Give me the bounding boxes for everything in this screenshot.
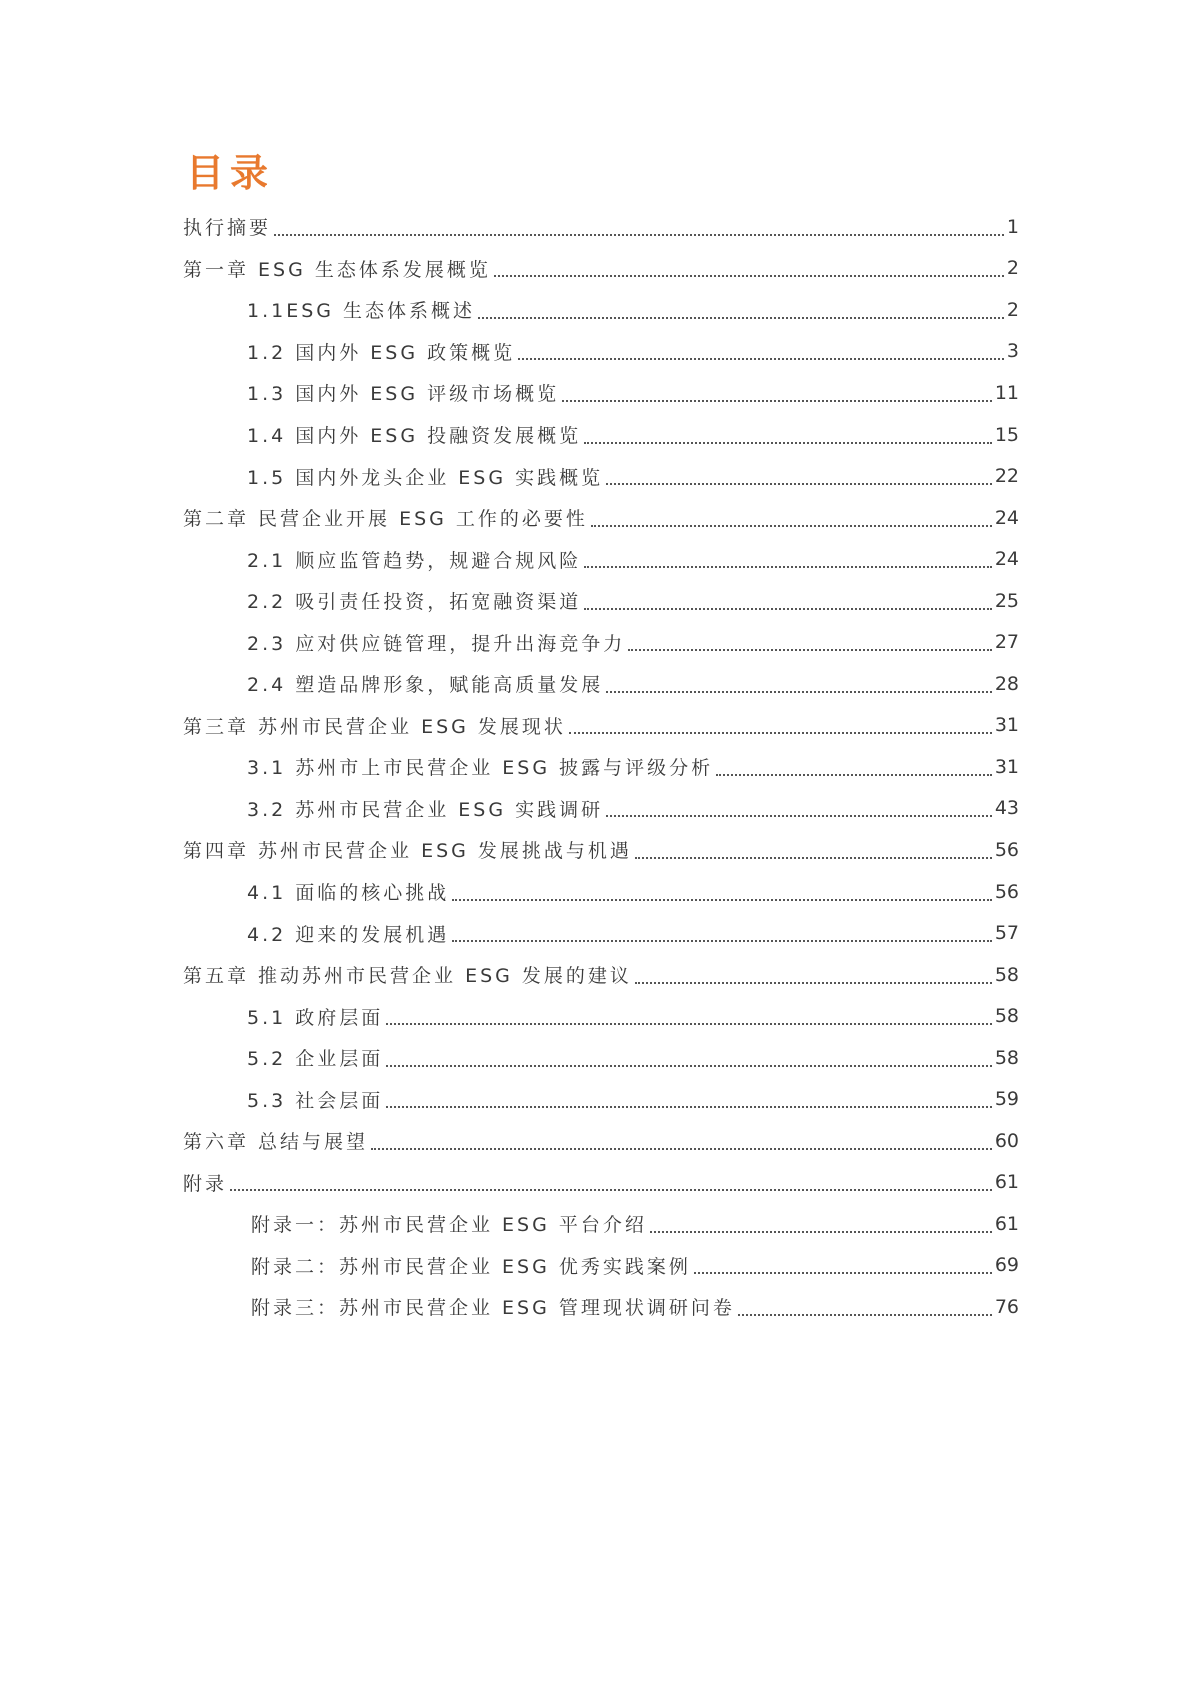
- toc-entry-label: 第一章 ESG 生态体系发展概览: [183, 258, 491, 281]
- toc-entry-label: 3.1 苏州市上市民营企业 ESG 披露与评级分析: [247, 757, 714, 780]
- toc-entry-page: 57: [994, 922, 1019, 945]
- toc-entry-page: 15: [994, 423, 1019, 446]
- toc-entry-label: 第六章 总结与展望: [183, 1131, 369, 1154]
- toc-entry-page: 56: [994, 838, 1019, 861]
- toc-entry-page: 76: [994, 1295, 1019, 1318]
- toc-entry-page: 25: [994, 589, 1019, 612]
- dot-leader: [635, 857, 992, 859]
- toc-entry-label: 1.5 国内外龙头企业 ESG 实践概览: [247, 466, 604, 489]
- toc-entry-label: 2.2 吸引责任投资，拓宽融资渠道: [247, 591, 582, 614]
- toc-entry[interactable]: [183, 1162, 1019, 1204]
- toc-entry-page: 58: [994, 1046, 1019, 1069]
- toc-entry-label: 1.1ESG 生态体系概述: [247, 300, 476, 323]
- toc-entry[interactable]: [183, 912, 1019, 954]
- toc-entry-label: 第三章 苏州市民营企业 ESG 发展现状: [183, 715, 566, 738]
- toc-entry-page: 11: [994, 381, 1019, 404]
- dot-leader: [650, 1231, 992, 1233]
- toc-entry-label: 执行摘要: [183, 217, 272, 240]
- toc-entry-label: 2.1 顺应监管趋势，规避合规风险: [247, 549, 582, 572]
- dot-leader: [478, 317, 1004, 319]
- toc-entry-label: 1.3 国内外 ESG 评级市场概览: [247, 383, 560, 406]
- toc-entry-page: 60: [994, 1129, 1019, 1152]
- toc-entry-page: 31: [994, 755, 1019, 778]
- toc-entry-page: 28: [994, 672, 1019, 695]
- toc-entry[interactable]: [183, 871, 1019, 913]
- dot-leader: [606, 815, 992, 817]
- toc-entry[interactable]: [183, 705, 1019, 747]
- toc-entry-page: 43: [994, 797, 1019, 820]
- dot-leader: [606, 691, 992, 693]
- dot-leader: [452, 899, 992, 901]
- dot-leader: [716, 774, 992, 776]
- toc-entry-page: 69: [994, 1254, 1019, 1277]
- toc-entry-page: 1: [1006, 215, 1019, 238]
- dot-leader: [628, 649, 992, 651]
- toc-entry-label: 第四章 苏州市民营企业 ESG 发展挑战与机遇: [183, 840, 632, 863]
- toc-entry[interactable]: [183, 580, 1019, 622]
- toc-entry[interactable]: [183, 1203, 1019, 1245]
- toc-entry-label: 第五章 推动苏州市民营企业 ESG 发展的建议: [183, 965, 632, 988]
- toc-entry-page: 61: [994, 1171, 1019, 1194]
- toc-entry-label: 1.2 国内外 ESG 政策概览: [247, 341, 516, 364]
- dot-leader: [584, 442, 992, 444]
- dot-leader: [562, 400, 992, 402]
- toc-entry-label: 2.3 应对供应链管理，提升出海竞争力: [247, 632, 626, 655]
- dot-leader: [606, 483, 992, 485]
- toc-entry-page: 27: [994, 631, 1019, 654]
- toc-entry-label: 附录: [183, 1172, 228, 1195]
- toc-entry-page: 24: [994, 506, 1019, 529]
- toc-entry-label: 附录三：苏州市民营企业 ESG 管理现状调研问卷: [251, 1297, 735, 1320]
- toc-entry[interactable]: [183, 372, 1019, 414]
- toc-entry[interactable]: [183, 455, 1019, 497]
- toc-entry-label: 1.4 国内外 ESG 投融资发展概览: [247, 425, 582, 447]
- dot-leader: [584, 566, 992, 568]
- dot-leader: [738, 1314, 992, 1316]
- toc-entry-label: 4.1 面临的核心挑战: [247, 882, 450, 905]
- toc-entry[interactable]: [183, 289, 1019, 331]
- toc-entry-label: 5.3 社会层面: [247, 1089, 384, 1112]
- toc-entry[interactable]: [183, 538, 1019, 580]
- toc-entry-page: 58: [994, 1005, 1019, 1028]
- toc-entry[interactable]: [183, 248, 1019, 290]
- toc-entry-page: 56: [994, 880, 1019, 903]
- toc-entry[interactable]: [183, 414, 1019, 456]
- dot-leader: [386, 1106, 992, 1108]
- toc-entry[interactable]: [183, 1245, 1019, 1287]
- dot-leader: [230, 1189, 992, 1191]
- toc-title: 目录: [186, 151, 275, 195]
- toc-entry[interactable]: [183, 1037, 1019, 1079]
- toc-entry[interactable]: [183, 829, 1019, 871]
- toc-entry[interactable]: [183, 1078, 1019, 1120]
- toc-entry[interactable]: [183, 954, 1019, 996]
- toc-entry-label: 第二章 民营企业开展 ESG 工作的必要性: [183, 508, 588, 531]
- toc-entry[interactable]: [183, 621, 1019, 663]
- toc-entry-label: 附录二：苏州市民营企业 ESG 优秀实践案例: [251, 1255, 691, 1278]
- dot-leader: [386, 1023, 992, 1025]
- dot-leader: [569, 732, 992, 734]
- toc-entry[interactable]: [183, 663, 1019, 705]
- toc-entry-label: 5.2 企业层面: [247, 1048, 384, 1071]
- dot-leader: [694, 1272, 992, 1274]
- toc-entry[interactable]: [183, 497, 1019, 539]
- dot-leader: [274, 234, 1004, 236]
- toc-entry-page: 22: [994, 465, 1019, 488]
- toc-entry-page: 24: [994, 548, 1019, 571]
- toc-entry-page: 3: [1006, 340, 1019, 363]
- dot-leader: [635, 982, 992, 984]
- toc-entry[interactable]: [183, 1120, 1019, 1162]
- toc-entry[interactable]: [183, 995, 1019, 1037]
- toc-entry-label: 2.4 塑造品牌形象，赋能高质量发展: [247, 674, 604, 697]
- toc-entry-label: 附录一：苏州市民营企业 ESG 平台介绍: [251, 1214, 647, 1237]
- toc-entry-page: 58: [994, 963, 1019, 986]
- table-of-contents: [183, 206, 1019, 1328]
- toc-entry-page: 31: [994, 714, 1019, 737]
- toc-entry-page: 2: [1006, 257, 1019, 280]
- toc-entry-label: 3.2 苏州市民营企业 ESG 实践调研: [247, 798, 604, 821]
- toc-entry[interactable]: [183, 206, 1019, 248]
- dot-leader: [452, 940, 992, 942]
- dot-leader: [371, 1148, 992, 1150]
- toc-entry[interactable]: [183, 788, 1019, 830]
- dot-leader: [591, 525, 992, 527]
- toc-entry-label: 4.2 迎来的发展机遇: [247, 923, 450, 946]
- toc-entry-label: 5.1 政府层面: [247, 1006, 384, 1029]
- toc-entry[interactable]: [183, 746, 1019, 788]
- dot-leader: [518, 358, 1004, 360]
- dot-leader: [584, 608, 992, 610]
- toc-entry-page: 2: [1006, 298, 1019, 321]
- toc-entry[interactable]: [183, 1286, 1019, 1328]
- toc-entry-page: 59: [994, 1088, 1019, 1111]
- toc-entry-page: 61: [994, 1212, 1019, 1235]
- dot-leader: [494, 275, 1004, 277]
- toc-entry[interactable]: [183, 331, 1019, 373]
- dot-leader: [386, 1065, 992, 1067]
